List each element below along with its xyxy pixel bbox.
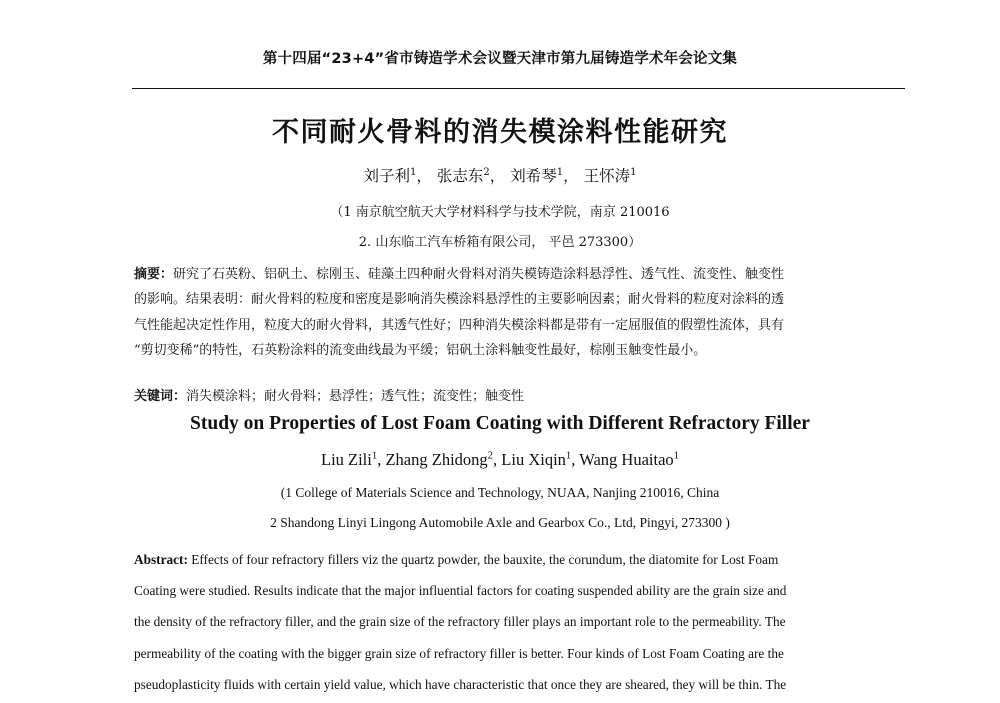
abstract-line: 的影响。结果表明：耐火骨料的粒度和密度是影响消失模涂料悬浮性的主要影响因素；耐火骨料的粒度对涂料的透 bbox=[134, 292, 785, 308]
keywords-label: 关键词： bbox=[134, 389, 187, 404]
chinese-keywords bbox=[134, 385, 902, 404]
abstract-line: 摘要：研究了石英粉、铝矾土、棕刚玉、硅藻土四种耐火骨料对消失模铸造涂料悬浮性、透气性、流变性、触变性 bbox=[134, 267, 785, 282]
english-affiliation-2: 2 Shandong Linyi Lingong Automobile Axle and Gearbox Co., Ltd, Pingyi, 273300 ) bbox=[270, 515, 730, 530]
author: Wang Huaitao$^1$ bbox=[579, 449, 680, 469]
author: 张志东$^2$， bbox=[436, 166, 506, 185]
english-abstract bbox=[134, 544, 902, 700]
running-header: 第十四届“23+4”省市铸造学术会议暨天津市第九届铸造学术年会论文集 bbox=[262, 51, 738, 67]
chinese-affiliation-2: 2. 山东临工汽车桥箱有限公司， 平邑 273300） bbox=[358, 235, 642, 250]
english-authors bbox=[0, 450, 1000, 470]
keywords-text: 消失模涂料；耐火骨料；悬浮性；透气性；流变性；触变性 bbox=[186, 389, 525, 404]
english-affiliation-1: (1 College of Materials Science and Technology, NUAA, Nanjing 210016, China bbox=[280, 485, 720, 500]
abstract-label: Abstract: bbox=[134, 552, 188, 567]
abstract-line: the density of the refractory filler, and the grain size of the refractory filler plays an important role to the permeability. The bbox=[134, 614, 786, 630]
abstract-line: “剪切变稀”的特性，石英粉涂料的流变曲线最为平缓；铝矾土涂料触变性最好，棕刚玉触变性最小。 bbox=[134, 342, 707, 358]
author: 刘希琴$^1$， bbox=[510, 166, 579, 185]
chinese-affiliation-1: （1 南京航空航天大学材料科学与技术学院，南京 210016 bbox=[330, 205, 670, 220]
abstract-line: Abstract: Effects of four refractory fillers viz the quartz powder, the bauxite, the corundum, the diatomite for Lost Foam bbox=[134, 552, 779, 567]
author: 王怀涛$^1$ bbox=[583, 166, 637, 185]
author: Liu Xiqin$^1$, bbox=[501, 449, 580, 469]
abstract-line: Coating were studied. Results indicate that the major influential factors for coating suspended ability are the grain size and bbox=[134, 583, 787, 599]
english-title: Study on Properties of Lost Foam Coating with Different Refractory Filler bbox=[190, 413, 810, 434]
chinese-authors bbox=[0, 164, 1000, 186]
abstract-line: permeability of the coating with the bigger grain size of refractory filler is better. Four kinds of Lost Foam Coating are the bbox=[134, 645, 784, 661]
chinese-abstract bbox=[134, 262, 902, 363]
abstract-label: 摘要： bbox=[134, 267, 174, 282]
abstract-line: pseudoplasticity fluids with certain yield value, which have characteristic that once they are sheared, they will be thin. The bbox=[134, 676, 787, 692]
chinese-title: 不同耐火骨料的消失模涂料性能研究 bbox=[272, 117, 728, 148]
author: 刘子利$^1$， bbox=[363, 166, 432, 185]
author: Liu Zili$^1$, bbox=[320, 449, 386, 469]
header-rule bbox=[132, 88, 905, 89]
abstract-line: 气性能起决定性作用，粒度大的耐火骨料，其透气性好；四种消失模涂料都是带有一定屈服值的假塑性流体，具有 bbox=[134, 317, 785, 333]
author: Zhang Zhidong$^2$, bbox=[385, 449, 502, 469]
